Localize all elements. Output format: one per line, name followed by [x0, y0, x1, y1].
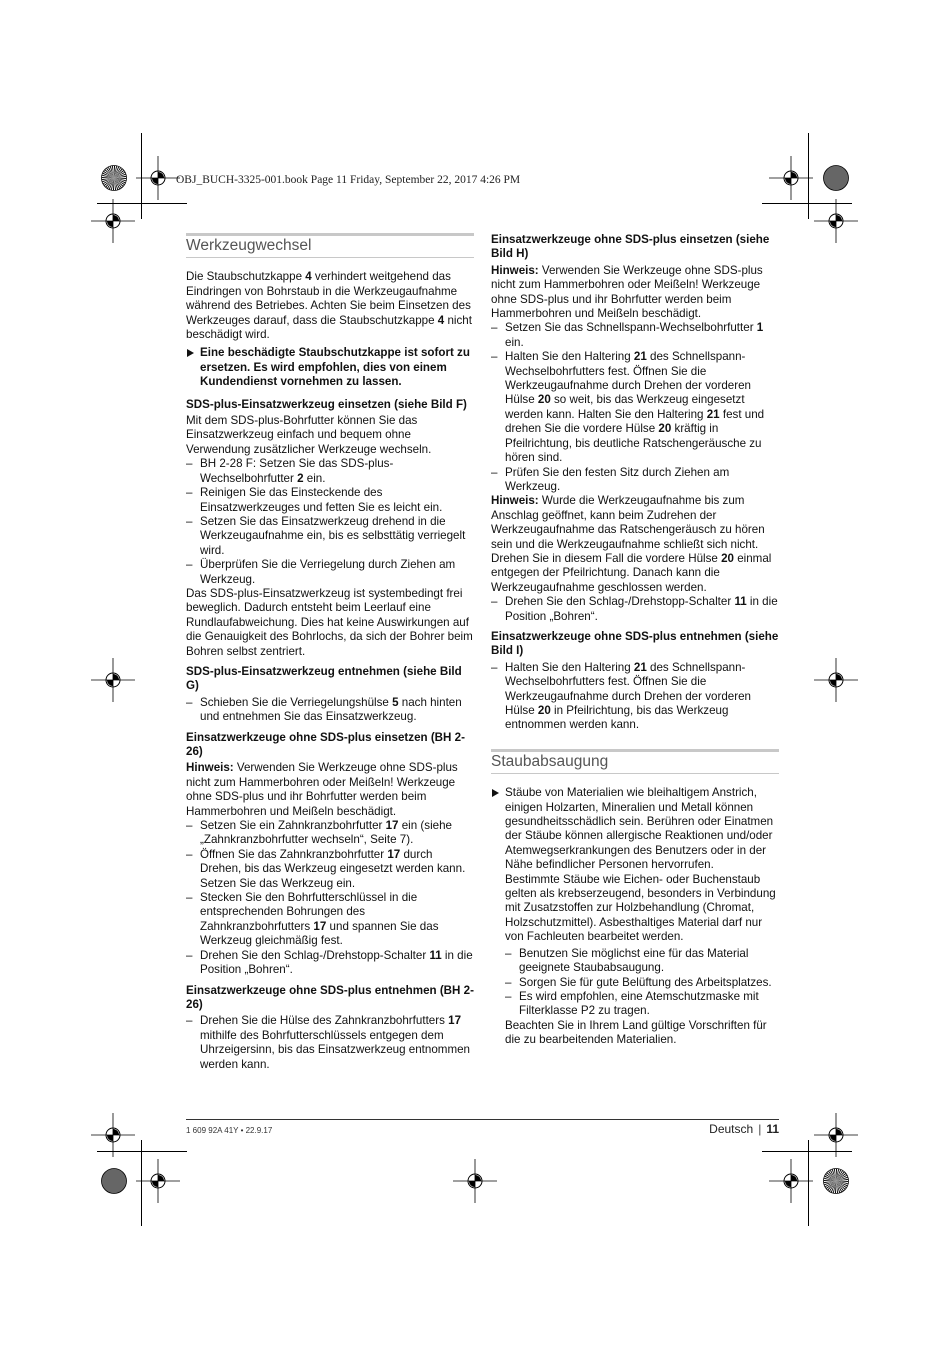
hint-paragraph-1	[491, 264, 779, 322]
crop-line	[808, 1140, 809, 1226]
text-run: Schieben Sie die Verriegelungshülse	[200, 695, 393, 709]
text-run: Prüfen Sie den festen Sitz durch Ziehen am Werkzeug.	[505, 465, 730, 493]
text-run: verhindert weitgehend das Eindringen von Bohrstaub in die Werkzeugaufnahme während des Betriebes. Achten Sie beim Einsetzen des Werkzeuges darauf, dass die Staubschutzkappe	[186, 270, 471, 327]
subheading-sds-insert: SDS-plus-Einsatzwerkzeug einsetzen (siehe Bild F)	[186, 397, 467, 411]
subheading-non-sds-insert-h: Einsatzwerkzeuge ohne SDS-plus einsetzen (siehe Bild H)	[491, 233, 770, 261]
crop-line	[762, 203, 852, 204]
list-item	[505, 976, 779, 990]
text-run: Stecken Sie den Bohrfutterschlüssel in die entsprechenden Bohrungen des Zahnkranzbohrfutters	[200, 891, 418, 933]
text-run: einmal entgegen der Pfeilrichtung. Danach kann die Werkzeugaufnahme geschlossen werden.	[491, 551, 772, 594]
reference-number: 1	[756, 321, 764, 335]
footer-language: Deutsch	[709, 1122, 754, 1136]
subheading-non-sds-insert-bh: Einsatzwerkzeuge ohne SDS-plus einsetzen (BH 2-26)	[186, 730, 465, 758]
list-item	[186, 486, 474, 515]
crosshair-mark-icon	[814, 199, 858, 243]
hint-label: Hinweis:	[491, 263, 539, 277]
arrow-icon	[187, 349, 194, 357]
crosshair-mark-icon	[814, 658, 858, 702]
subheading-non-sds-remove-i: Einsatzwerkzeuge ohne SDS-plus entnehmen (siehe Bild I)	[491, 629, 779, 658]
footer-doc-code: 1 609 92A 41Y • 22.9.17	[186, 1126, 273, 1135]
reference-number: 17	[313, 919, 327, 933]
warning-dust-cap	[186, 346, 474, 389]
dust-warning	[491, 786, 779, 1047]
list-item	[186, 515, 474, 558]
reference-number: 21	[633, 350, 647, 364]
reference-number: 20	[537, 393, 551, 407]
list-item	[491, 350, 779, 465]
crop-line	[97, 1151, 187, 1152]
list-item	[491, 321, 779, 350]
crop-line	[762, 1151, 852, 1152]
hint-paragraph-2	[491, 494, 779, 552]
text-run: in Pfeilrichtung, bis das Werkzeug entnommen werden kann.	[505, 704, 729, 732]
crosshair-mark-icon	[136, 156, 180, 200]
text-run: mithilfe des Bohrfutterschlüssels entgegen dem Uhrzeigersinn, bis das Einsatzwerkzeug entnommen werden kann.	[200, 1028, 471, 1071]
star-target-icon	[101, 1168, 127, 1194]
list-item	[186, 848, 474, 891]
list-item	[186, 558, 474, 587]
text-run: Halten Sie den Haltering	[505, 660, 634, 674]
warning-text: Eine beschädigte Staubschutzkappe ist sofort zu ersetzen. Es wird empfohlen, dies von einem Kundendienst vornehmen zu lassen.	[200, 346, 470, 389]
crop-line	[97, 203, 187, 204]
list-item	[491, 595, 779, 624]
section-title-staubabsaugung: Staubabsaugung	[491, 749, 779, 774]
arrow-icon	[492, 789, 499, 797]
left-column	[186, 233, 474, 1072]
list-item	[186, 891, 474, 949]
text-run: in die Position „Bohren“.	[505, 595, 778, 623]
crosshair-mark-icon	[769, 1159, 813, 1203]
hint-text: Verwenden Sie Werkzeuge ohne SDS-plus nicht zum Hammerbohren oder Meißeln! Werkzeuge ohne SDS-plus und ihr Bohrfutter werden beim Hammerbohren und Meißeln beschädigt.	[186, 761, 458, 818]
text-run: so weit, bis das Werkzeug eingesetzt werden kann. Halten Sie den Haltering	[505, 393, 745, 421]
sds-remove-steps	[186, 696, 474, 725]
text-run: des Schnellspann-Wechselbohrfutters fest. Öffnen Sie die Werkzeugaufnahme durch Drehen der vorderen Hülse	[505, 350, 751, 407]
intro-paragraph	[186, 270, 474, 342]
text-run: fest und drehen Sie die vordere Hülse	[505, 407, 765, 436]
footer-rule	[186, 1119, 779, 1120]
list-item	[505, 947, 779, 976]
crosshair-mark-icon	[769, 156, 813, 200]
text-run: nach hinten und entnehmen Sie das Einsatzwerkzeug.	[200, 695, 462, 724]
text-run: des Schnellspann-Wechselbohrfutters fest. Öffnen Sie die Werkzeugaufnahme durch Drehen der vorderen Hülse	[505, 660, 751, 717]
list-item	[505, 990, 779, 1019]
dust-paragraph-3: Beachten Sie in Ihrem Land gültige Vorschriften für die zu bearbeitenden Materialien.	[505, 1018, 767, 1047]
quick-chuck-insert-steps	[491, 321, 779, 494]
crosshair-mark-icon	[91, 658, 135, 702]
reference-number: 11	[734, 595, 747, 609]
text-run: Überprüfen Sie die Verriegelung durch Ziehen am Werkzeug.	[200, 558, 456, 586]
text-run: kräftig in Pfeilrichtung, bis deutliche Ratschengeräusche zu hören sind.	[505, 422, 762, 465]
text-run: Drehen Sie in diesem Fall die vordere Hülse	[491, 551, 722, 565]
text-run: Halten Sie den Haltering	[505, 350, 634, 364]
text-run: ein.	[303, 471, 326, 485]
text-run: Die Staubschutzkappe	[186, 270, 306, 284]
list-item	[186, 696, 474, 725]
crop-line	[808, 133, 809, 219]
text-run: Setzen Sie ein Zahnkranzbohrfutter	[200, 819, 386, 833]
text-run: BH 2-28 F: Setzen Sie das SDS-plus-Wechselbohrfutter	[200, 457, 394, 485]
sds-insert-intro: Mit dem SDS-plus-Bohrfutter können Sie das Einsatzwerkzeug einfach und bequem ohne Verwendung zusätzlicher Werkzeuge wechseln.	[186, 414, 432, 456]
text-run: ein (siehe „Zahnkranzbohrfutter wechseln“, Seite 7).	[200, 819, 453, 847]
dust-measures	[505, 947, 779, 1019]
switch-step	[491, 595, 779, 624]
hint-paragraph	[186, 761, 474, 819]
list-item	[491, 466, 779, 495]
reference-number: 5	[392, 695, 399, 709]
text-run: Drehen Sie die Hülse des Zahnkranzbohrfutters	[200, 1014, 449, 1028]
reference-number: 20	[537, 704, 551, 717]
text-run: Öffnen Sie das Zahnkranzbohrfutter	[200, 847, 388, 861]
text-run: Benutzen Sie möglichst eine für das Material geeignete Staubabsaugung.	[519, 946, 749, 975]
text-run: in die Position „Bohren“.	[200, 948, 473, 977]
reference-number: 17	[387, 847, 401, 861]
reference-number: 2	[297, 471, 304, 485]
reference-number: 21	[706, 407, 720, 421]
dust-paragraph-2: Bestimmte Stäube wie Eichen- oder Buchenstaub gelten als krebserzeugend, besonders in Verbindung mit Zusatzstoffen zur Holzbehandlung (Chromat, Holzschutzmittel). Asbesthaltiges Material darf nur von Fachleuten bearbeitet werden.	[505, 872, 776, 944]
quick-chuck-remove-steps	[491, 661, 779, 733]
text-run: ein.	[505, 335, 524, 349]
text-run: Setzen Sie das Schnellspann-Wechselbohrfutter	[505, 321, 757, 335]
sds-insert-steps	[186, 457, 474, 587]
list-item	[186, 949, 474, 978]
reference-number: 21	[633, 660, 647, 674]
crop-line	[141, 1140, 142, 1226]
reference-number: 11	[429, 948, 442, 962]
text-run: Setzen Sie das Einsatzwerkzeug drehend in die Werkzeugaufnahme ein, bis es selbsttätig verriegelt wird.	[200, 514, 466, 557]
star-target-icon	[823, 165, 849, 191]
subheading-non-sds-remove-bh: Einsatzwerkzeuge ohne SDS-plus entnehmen (BH 2-26)	[186, 983, 474, 1011]
hint-followup	[491, 552, 779, 595]
hint-text: Wurde die Werkzeugaufnahme bis zum Anschlag geöffnet, kann beim Zudrehen der Werkzeugaufnahme das Ratschengeräusch zu hören sein und die Werkzeugaufnahme schließt sich nicht.	[491, 494, 765, 551]
text-run: Drehen Sie den Schlag-/Drehstopp-Schalter	[200, 948, 430, 962]
reference-number: 4	[305, 270, 312, 284]
reference-number: 17	[385, 819, 399, 833]
non-sds-insert-steps	[186, 819, 474, 977]
footer-page-info: Deutsch | 11	[709, 1122, 779, 1136]
book-header: OBJ_BUCH-3325-001.book Page 11 Friday, September 22, 2017 4:26 PM	[176, 174, 521, 186]
text-run: Sorgen Sie für gute Belüftung des Arbeitsplatzes.	[519, 975, 772, 989]
text-run: und spannen Sie das Werkzeug gleichmäßig fest.	[200, 919, 439, 948]
text-run: Drehen Sie den Schlag-/Drehstopp-Schalter	[505, 595, 735, 609]
section-title-werkzeugwechsel: Werkzeugwechsel	[186, 233, 474, 258]
list-item	[186, 1014, 474, 1072]
dust-paragraph-1: Stäube von Materialien wie bleihaltigem Anstrich, einigen Holzarten, Mineralien und Metall können gesundheitsschädlich sein. Berühren oder Einatmen der Stäube können allergische Reaktionen und/oder Atemwegserkrankungen des Benutzers oder in der Nähe befindlicher Personen hervorrufen.	[505, 786, 774, 872]
list-item	[186, 457, 474, 486]
reference-number: 4	[437, 313, 445, 327]
star-target-icon	[101, 165, 127, 191]
crop-line	[141, 133, 142, 219]
text-run: nicht beschädigt wird.	[186, 313, 472, 342]
crosshair-mark-icon	[136, 1159, 180, 1203]
hint-label: Hinweis:	[186, 761, 234, 775]
reference-number: 17	[448, 1014, 462, 1028]
list-item	[491, 661, 779, 733]
hint-label: Hinweis:	[491, 494, 539, 508]
list-item	[186, 819, 474, 848]
star-target-icon	[823, 1168, 849, 1194]
hint-text: Verwenden Sie Werkzeuge ohne SDS-plus nicht zum Hammerbohren oder Meißeln! Werkzeuge ohne SDS-plus und ihr Bohrfutter werden beim Hammerbohren und Meißeln beschädigt.	[491, 263, 763, 321]
subheading-sds-remove: SDS-plus-Einsatzwerkzeug entnehmen (siehe Bild G)	[186, 664, 462, 693]
page-number: 11	[766, 1122, 779, 1136]
non-sds-remove-steps	[186, 1014, 474, 1072]
reference-number: 20	[658, 422, 672, 436]
text-run: durch Drehen, bis das Werkzeug eingesetzt werden kann. Setzen Sie das Werkzeug ein.	[200, 847, 466, 890]
sds-note: Das SDS-plus-Einsatzwerkzeug ist systembedingt frei beweglich. Dadurch entsteht beim Leerlauf eine Rundlaufabweichung. Dies hat keine Auswirkungen auf die Genauigkeit des Bohrlochs, da sich der Bohrer beim Bohren selbst zentriert.	[186, 586, 473, 658]
crosshair-mark-icon	[453, 1159, 497, 1203]
text-run: Es wird empfohlen, eine Atemschutzmaske mit Filterklasse P2 zu tragen.	[519, 989, 759, 1018]
reference-number: 20	[721, 551, 734, 565]
text-run: Reinigen Sie das Einsteckende des Einsatzwerkzeuges und fetten Sie es leicht ein.	[200, 486, 443, 514]
crosshair-mark-icon	[91, 199, 135, 243]
right-column	[491, 233, 779, 1056]
